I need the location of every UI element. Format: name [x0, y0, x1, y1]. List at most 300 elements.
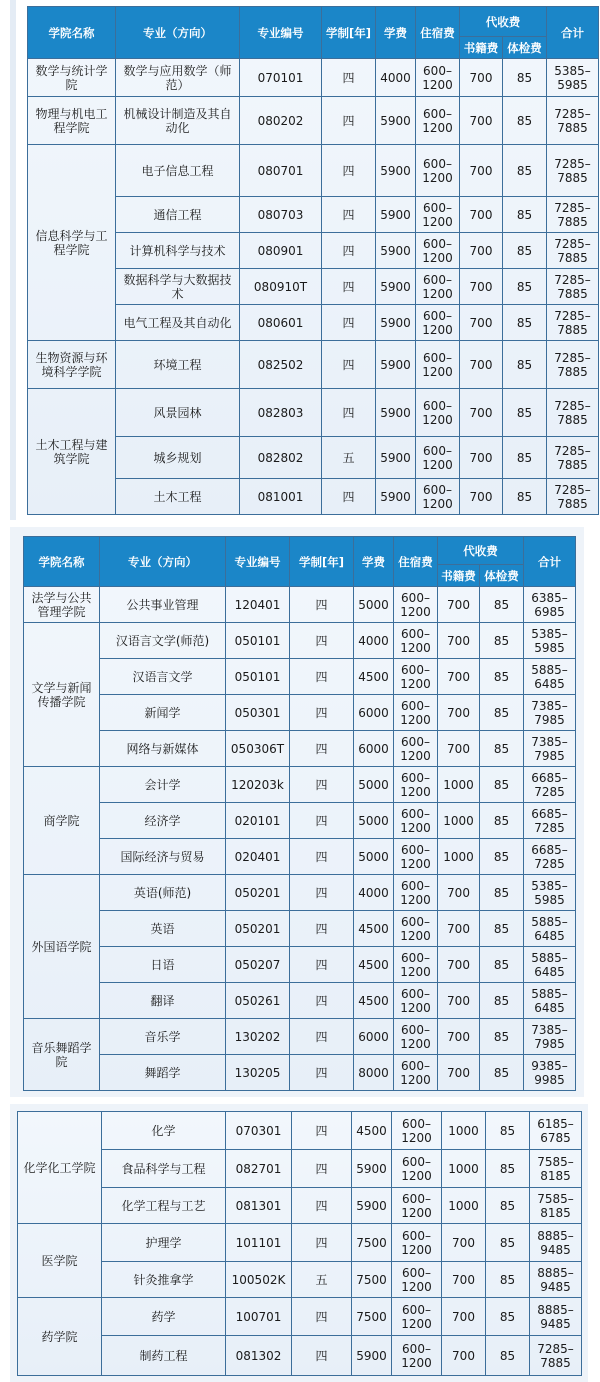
medical-fee: 85 [480, 875, 524, 911]
tuition-fee: 5000 [354, 839, 394, 875]
book-fee: 700 [442, 1298, 486, 1336]
tuition-fee: 5900 [376, 197, 416, 233]
total-fee: 7285–7885 [547, 269, 599, 305]
medical-fee: 85 [503, 305, 547, 341]
medical-fee: 85 [503, 197, 547, 233]
medical-fee: 85 [503, 269, 547, 305]
medical-fee: 85 [480, 839, 524, 875]
lodging-fee: 600–1200 [394, 767, 438, 803]
total-fee: 6685–7285 [524, 767, 576, 803]
study-years: 四 [322, 197, 376, 233]
total-fee: 7285–7885 [547, 437, 599, 479]
tuition-fee: 7500 [352, 1262, 392, 1298]
medical-fee: 85 [503, 145, 547, 197]
major-name: 国际经济与贸易 [100, 839, 226, 875]
college-name: 外国语学院 [24, 875, 100, 1019]
major-code: 080901 [240, 233, 322, 269]
tuition-fee: 4500 [354, 983, 394, 1019]
medical-fee: 85 [486, 1336, 530, 1376]
header-years: 学制[年] [290, 537, 354, 587]
book-fee: 700 [460, 389, 503, 437]
tuition-fee: 5900 [376, 305, 416, 341]
table-row [24, 659, 576, 695]
header-code: 专业编号 [240, 7, 322, 59]
medical-fee: 85 [486, 1112, 530, 1150]
total-fee: 7285–7885 [547, 389, 599, 437]
lodging-fee: 600–1200 [416, 305, 460, 341]
major-name: 音乐学 [100, 1019, 226, 1055]
lodging-fee: 600–1200 [394, 695, 438, 731]
study-years: 四 [322, 479, 376, 515]
major-code: 020101 [226, 803, 290, 839]
major-name: 会计学 [100, 767, 226, 803]
major-name: 数学与应用数学（师范） [116, 59, 240, 97]
tuition-fee: 5900 [376, 269, 416, 305]
college-name: 医学院 [18, 1224, 102, 1298]
medical-fee: 85 [480, 695, 524, 731]
major-name: 网络与新媒体 [100, 731, 226, 767]
table-row [24, 587, 576, 623]
medical-fee: 85 [503, 59, 547, 97]
lodging-fee: 600–1200 [394, 731, 438, 767]
table-body [28, 59, 599, 515]
college-name: 数学与统计学院 [28, 59, 116, 97]
study-years: 四 [290, 803, 354, 839]
total-fee: 8885–9485 [530, 1224, 582, 1262]
medical-fee: 85 [503, 341, 547, 389]
major-code: 080701 [240, 145, 322, 197]
book-fee: 700 [438, 587, 480, 623]
major-name: 汉语言文学 [100, 659, 226, 695]
major-name: 城乡规划 [116, 437, 240, 479]
major-code: 082802 [240, 437, 322, 479]
table-row [18, 1262, 582, 1298]
medical-fee: 85 [480, 623, 524, 659]
medical-fee: 85 [480, 911, 524, 947]
table-header [28, 7, 599, 59]
study-years: 四 [290, 875, 354, 911]
college-name: 商学院 [24, 767, 100, 875]
major-name: 电气工程及其自动化 [116, 305, 240, 341]
study-years: 四 [322, 59, 376, 97]
lodging-fee: 600–1200 [416, 389, 460, 437]
major-name: 舞蹈学 [100, 1055, 226, 1091]
book-fee: 700 [438, 695, 480, 731]
study-years: 四 [292, 1336, 352, 1376]
lodging-fee: 600–1200 [394, 983, 438, 1019]
book-fee: 700 [460, 97, 503, 145]
study-years: 四 [290, 659, 354, 695]
study-years: 四 [290, 1055, 354, 1091]
major-name: 汉语言文学(师范) [100, 623, 226, 659]
book-fee: 700 [460, 305, 503, 341]
study-years: 四 [322, 305, 376, 341]
table-row [28, 59, 599, 97]
total-fee: 6185–6785 [530, 1112, 582, 1150]
table-row [18, 1112, 582, 1150]
lodging-fee: 600–1200 [416, 479, 460, 515]
lodging-fee: 600–1200 [394, 659, 438, 695]
major-code: 100701 [226, 1298, 292, 1336]
medical-fee: 85 [503, 233, 547, 269]
book-fee: 1000 [438, 803, 480, 839]
major-code: 020401 [226, 839, 290, 875]
total-fee: 7285–7885 [547, 145, 599, 197]
medical-fee: 85 [503, 389, 547, 437]
tuition-fee: 4500 [354, 911, 394, 947]
book-fee: 700 [438, 623, 480, 659]
table-header [24, 537, 576, 587]
college-name: 生物资源与环境科学学院 [28, 341, 116, 389]
table-row [28, 145, 599, 197]
total-fee: 6685–7285 [524, 803, 576, 839]
total-fee: 7385–7985 [524, 731, 576, 767]
total-fee: 7385–7985 [524, 1019, 576, 1055]
lodging-fee: 600–1200 [416, 197, 460, 233]
total-fee: 7285–7885 [547, 341, 599, 389]
tuition-fee: 5900 [352, 1150, 392, 1188]
book-fee: 700 [442, 1336, 486, 1376]
college-name: 药学院 [18, 1298, 102, 1376]
table-row [24, 839, 576, 875]
tuition-fee: 4000 [354, 875, 394, 911]
medical-fee: 85 [486, 1224, 530, 1262]
major-code: 050201 [226, 911, 290, 947]
table-row [28, 389, 599, 437]
book-fee: 700 [438, 731, 480, 767]
total-fee: 7385–7985 [524, 695, 576, 731]
major-name: 通信工程 [116, 197, 240, 233]
total-fee: 5385–5985 [524, 623, 576, 659]
table-row [24, 695, 576, 731]
major-name: 护理学 [102, 1224, 226, 1262]
lodging-fee: 600–1200 [416, 437, 460, 479]
lodging-fee: 600–1200 [394, 803, 438, 839]
college-name: 信息科学与工程学院 [28, 145, 116, 341]
total-fee: 7285–7885 [530, 1336, 582, 1376]
book-fee: 700 [438, 875, 480, 911]
tuition-fee: 5900 [376, 341, 416, 389]
table-row [24, 731, 576, 767]
table-row [18, 1298, 582, 1336]
table-row [24, 623, 576, 659]
tuition-fee: 7500 [352, 1224, 392, 1262]
medical-fee: 85 [480, 1055, 524, 1091]
table-row [24, 911, 576, 947]
major-name: 制药工程 [102, 1336, 226, 1376]
major-code: 080601 [240, 305, 322, 341]
medical-fee: 85 [486, 1262, 530, 1298]
major-name: 公共事业管理 [100, 587, 226, 623]
book-fee: 700 [438, 911, 480, 947]
lodging-fee: 600–1200 [392, 1112, 442, 1150]
major-code: 080202 [240, 97, 322, 145]
college-name: 法学与公共管理学院 [24, 587, 100, 623]
major-code: 050101 [226, 623, 290, 659]
lodging-fee: 600–1200 [394, 947, 438, 983]
lodging-fee: 600–1200 [394, 839, 438, 875]
table-row [24, 983, 576, 1019]
major-code: 130205 [226, 1055, 290, 1091]
medical-fee: 85 [480, 731, 524, 767]
book-fee: 700 [460, 145, 503, 197]
total-fee: 7585–8185 [530, 1150, 582, 1188]
table-row [24, 767, 576, 803]
lodging-fee: 600–1200 [416, 233, 460, 269]
study-years: 四 [322, 269, 376, 305]
table-row [24, 875, 576, 911]
header-major: 专业（方向） [100, 537, 226, 587]
book-fee: 700 [460, 341, 503, 389]
total-fee: 5885–6485 [524, 947, 576, 983]
major-code: 120203k [226, 767, 290, 803]
header-total: 合计 [524, 537, 576, 587]
medical-fee: 85 [480, 947, 524, 983]
table-row [28, 341, 599, 389]
table-body [24, 587, 576, 1091]
major-code: 070101 [240, 59, 322, 97]
study-years: 五 [292, 1262, 352, 1298]
header-code: 专业编号 [226, 537, 290, 587]
major-code: 080910T [240, 269, 322, 305]
study-years: 四 [292, 1224, 352, 1262]
tuition-fee: 5900 [352, 1336, 392, 1376]
book-fee: 1000 [442, 1188, 486, 1224]
tuition-fee: 4000 [376, 59, 416, 97]
medical-fee: 85 [480, 659, 524, 695]
study-years: 四 [322, 389, 376, 437]
study-years: 四 [290, 1019, 354, 1055]
header-major: 专业（方向） [116, 7, 240, 59]
major-name: 电子信息工程 [116, 145, 240, 197]
medical-fee: 85 [486, 1150, 530, 1188]
study-years: 四 [322, 341, 376, 389]
tuition-fee: 5900 [376, 145, 416, 197]
major-name: 化学 [102, 1112, 226, 1150]
lodging-fee: 600–1200 [392, 1336, 442, 1376]
lodging-fee: 600–1200 [392, 1224, 442, 1262]
major-name: 经济学 [100, 803, 226, 839]
fee-table-1 [27, 6, 599, 515]
header-tuition: 学费 [376, 7, 416, 59]
major-code: 081301 [226, 1188, 292, 1224]
major-name: 数据科学与大数据技术 [116, 269, 240, 305]
major-name: 新闻学 [100, 695, 226, 731]
study-years: 四 [322, 233, 376, 269]
major-code: 082803 [240, 389, 322, 437]
total-fee: 7285–7885 [547, 233, 599, 269]
table-row [18, 1188, 582, 1224]
lodging-fee: 600–1200 [392, 1262, 442, 1298]
study-years: 四 [290, 695, 354, 731]
major-code: 050306T [226, 731, 290, 767]
book-fee: 700 [460, 269, 503, 305]
major-code: 050201 [226, 875, 290, 911]
fee-table-2 [23, 536, 576, 1091]
medical-fee: 85 [480, 587, 524, 623]
major-code: 100502K [226, 1262, 292, 1298]
total-fee: 5385–5985 [547, 59, 599, 97]
tuition-fee: 7500 [352, 1298, 392, 1336]
medical-fee: 85 [486, 1188, 530, 1224]
book-fee: 1000 [442, 1150, 486, 1188]
major-name: 英语 [100, 911, 226, 947]
header-row [24, 537, 576, 565]
book-fee: 700 [438, 983, 480, 1019]
book-fee: 1000 [442, 1112, 486, 1150]
study-years: 四 [290, 911, 354, 947]
major-code: 120401 [226, 587, 290, 623]
major-name: 药学 [102, 1298, 226, 1336]
book-fee: 700 [438, 947, 480, 983]
lodging-fee: 600–1200 [392, 1298, 442, 1336]
total-fee: 7285–7885 [547, 305, 599, 341]
study-years: 四 [290, 623, 354, 659]
major-code: 050207 [226, 947, 290, 983]
tuition-fee: 6000 [354, 1019, 394, 1055]
header-years: 学制[年] [322, 7, 376, 59]
table-row [18, 1150, 582, 1188]
header-total: 合计 [547, 7, 599, 59]
major-code: 101101 [226, 1224, 292, 1262]
medical-fee: 85 [503, 479, 547, 515]
lodging-fee: 600–1200 [394, 911, 438, 947]
header-books: 书籍费 [460, 37, 503, 59]
tuition-fee: 4500 [352, 1112, 392, 1150]
lodging-fee: 600–1200 [392, 1188, 442, 1224]
study-years: 四 [322, 97, 376, 145]
major-name: 日语 [100, 947, 226, 983]
tuition-fee: 5900 [376, 233, 416, 269]
lodging-fee: 600–1200 [394, 1055, 438, 1091]
tuition-fee: 4500 [354, 659, 394, 695]
book-fee: 700 [442, 1262, 486, 1298]
book-fee: 700 [438, 659, 480, 695]
table-body [18, 1112, 582, 1376]
book-fee: 700 [460, 233, 503, 269]
table-row [24, 803, 576, 839]
header-tuition: 学费 [354, 537, 394, 587]
major-code: 050261 [226, 983, 290, 1019]
total-fee: 5885–6485 [524, 659, 576, 695]
medical-fee: 85 [503, 437, 547, 479]
study-years: 四 [322, 145, 376, 197]
book-fee: 700 [460, 479, 503, 515]
table-row [18, 1224, 582, 1262]
book-fee: 1000 [438, 839, 480, 875]
study-years: 四 [292, 1298, 352, 1336]
lodging-fee: 600–1200 [394, 1019, 438, 1055]
study-years: 四 [290, 983, 354, 1019]
fee-table-3 [17, 1111, 582, 1376]
tuition-fee: 6000 [354, 695, 394, 731]
major-name: 计算机科学与技术 [116, 233, 240, 269]
study-years: 四 [290, 947, 354, 983]
medical-fee: 85 [480, 1019, 524, 1055]
header-college: 学院名称 [24, 537, 100, 587]
study-years: 四 [292, 1112, 352, 1150]
tuition-fee: 5000 [354, 767, 394, 803]
major-name: 食品科学与工程 [102, 1150, 226, 1188]
tuition-fee: 8000 [354, 1055, 394, 1091]
lodging-fee: 600–1200 [416, 145, 460, 197]
medical-fee: 85 [486, 1298, 530, 1336]
study-years: 四 [292, 1150, 352, 1188]
total-fee: 7285–7885 [547, 197, 599, 233]
header-books: 书籍费 [438, 565, 480, 587]
study-years: 五 [322, 437, 376, 479]
lodging-fee: 600–1200 [416, 97, 460, 145]
header-college: 学院名称 [28, 7, 116, 59]
medical-fee: 85 [503, 97, 547, 145]
college-name: 土木工程与建筑学院 [28, 389, 116, 515]
tuition-fee: 6000 [354, 731, 394, 767]
major-name: 土木工程 [116, 479, 240, 515]
total-fee: 9385–9985 [524, 1055, 576, 1091]
major-code: 130202 [226, 1019, 290, 1055]
tuition-fee: 5900 [376, 389, 416, 437]
tuition-fee: 4500 [354, 947, 394, 983]
book-fee: 700 [442, 1224, 486, 1262]
total-fee: 6685–7285 [524, 839, 576, 875]
lodging-fee: 600–1200 [392, 1150, 442, 1188]
tuition-fee: 5900 [376, 97, 416, 145]
table-row [28, 97, 599, 145]
study-years: 四 [290, 731, 354, 767]
header-lodging: 住宿费 [394, 537, 438, 587]
lodging-fee: 600–1200 [416, 341, 460, 389]
major-code: 082502 [240, 341, 322, 389]
total-fee: 6385–6985 [524, 587, 576, 623]
tuition-fee: 4000 [354, 623, 394, 659]
medical-fee: 85 [480, 803, 524, 839]
header-medical: 体检费 [480, 565, 524, 587]
tuition-fee: 5900 [352, 1188, 392, 1224]
total-fee: 7285–7885 [547, 479, 599, 515]
tuition-fee: 5000 [354, 587, 394, 623]
header-lodging: 住宿费 [416, 7, 460, 59]
tuition-fee: 5900 [376, 437, 416, 479]
major-name: 针灸推拿学 [102, 1262, 226, 1298]
table-row [18, 1336, 582, 1376]
tuition-fee: 5000 [354, 803, 394, 839]
table-row [24, 1019, 576, 1055]
book-fee: 700 [460, 437, 503, 479]
header-collected: 代收费 [438, 537, 524, 565]
table-frame-1 [10, 0, 16, 520]
total-fee: 8885–9485 [530, 1298, 582, 1336]
college-name: 化学化工学院 [18, 1112, 102, 1224]
book-fee: 700 [460, 197, 503, 233]
major-name: 翻译 [100, 983, 226, 1019]
medical-fee: 85 [480, 767, 524, 803]
study-years: 四 [290, 587, 354, 623]
total-fee: 5885–6485 [524, 983, 576, 1019]
college-name: 音乐舞蹈学院 [24, 1019, 100, 1091]
lodging-fee: 600–1200 [394, 875, 438, 911]
major-name: 化学工程与工艺 [102, 1188, 226, 1224]
study-years: 四 [292, 1188, 352, 1224]
major-name: 机械设计制造及其自动化 [116, 97, 240, 145]
table-row [24, 947, 576, 983]
total-fee: 5885–6485 [524, 911, 576, 947]
book-fee: 700 [438, 1055, 480, 1091]
total-fee: 5385–5985 [524, 875, 576, 911]
lodging-fee: 600–1200 [394, 587, 438, 623]
header-medical: 体检费 [503, 37, 547, 59]
book-fee: 700 [438, 1019, 480, 1055]
major-code: 081001 [240, 479, 322, 515]
